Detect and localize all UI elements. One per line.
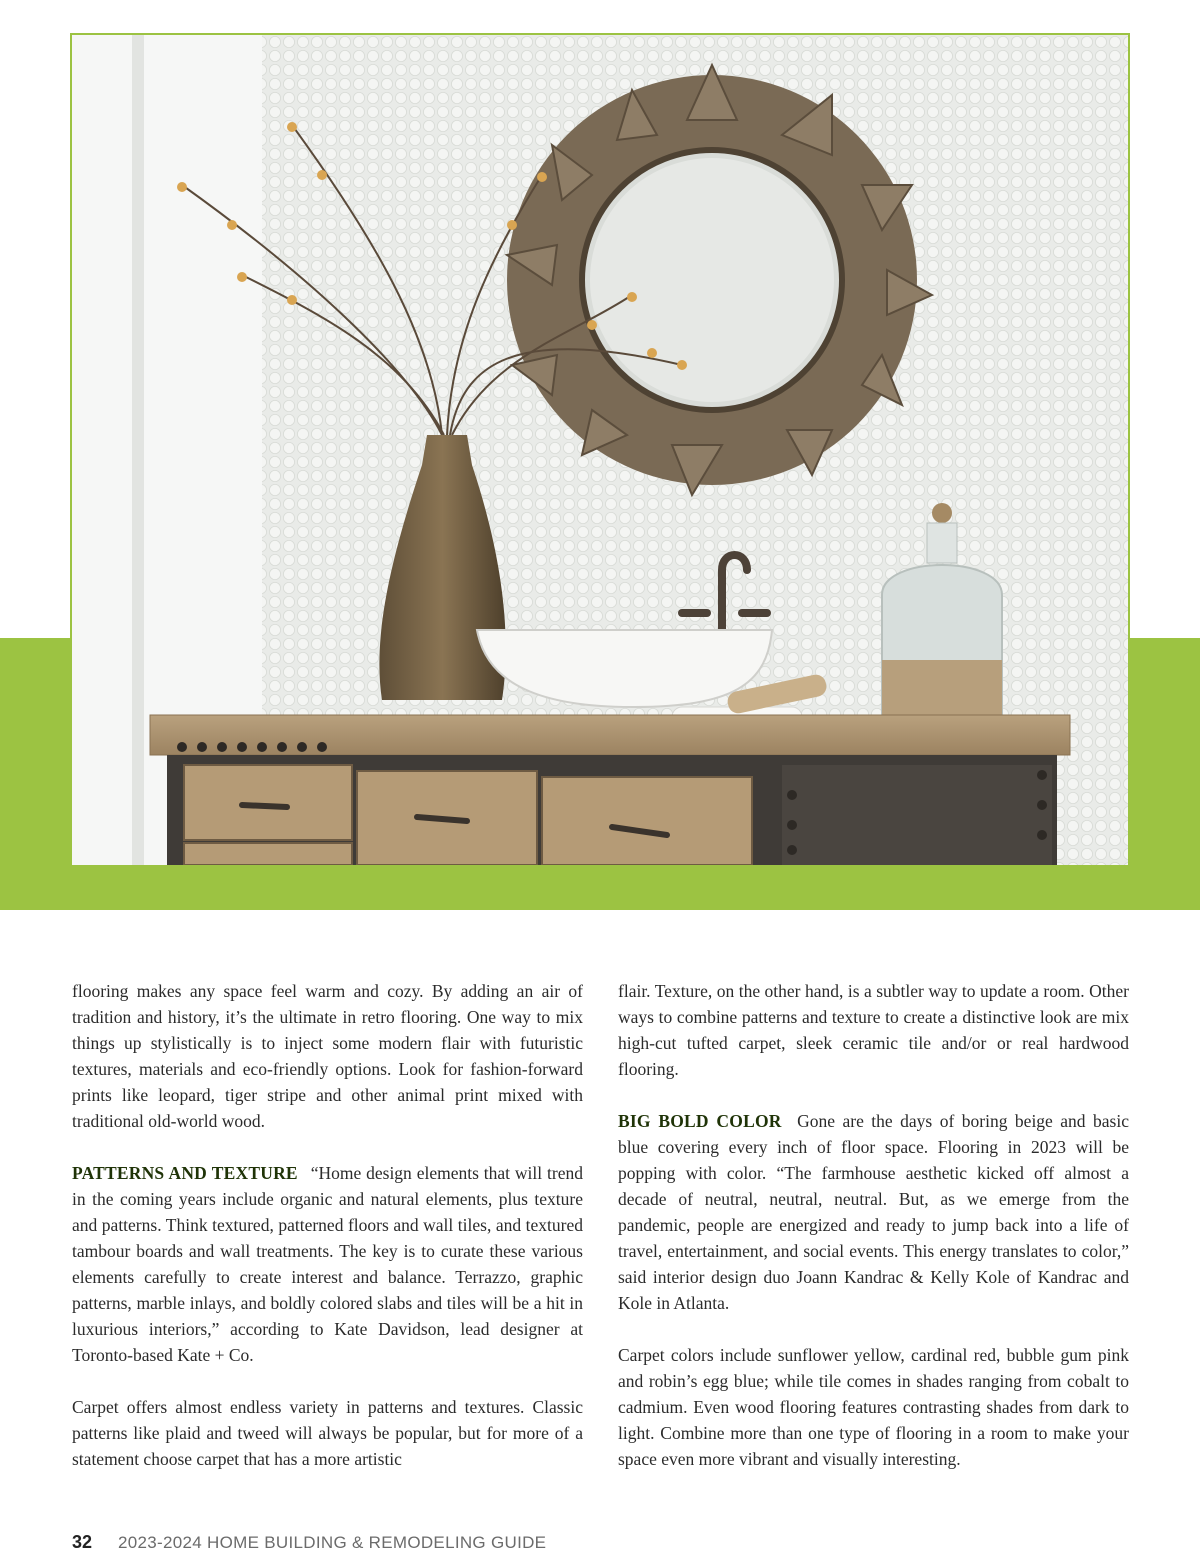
paragraph	[72, 1160, 583, 1368]
paragraph-text: Carpet colors include sunflower yellow, cardinal red, bubble gum pink and robin’s egg blue; while tile comes in shades ranging from cobalt to cadmium. Even wood flooring features contrasting shades from dark to light. Combine more than one type of flooring in a room to make your space even more vibrant and visually interesting.	[618, 1345, 1129, 1469]
paragraph-text: Gone are the days of boring beige and basic blue covering every inch of floor space. Flooring in 2023 will be popping with color. “The farmhouse aesthetic kicked off almost a decade of neutral, neutral, neutral. But, as we emerge from the pandemic, people are energized and ready to jump back into a life of travel, entertainment, and social events. This energy translates to color,” said interior design duo Joann Kandrac & Kelly Kole of Kandrac and Kole in Atlanta.	[618, 1111, 1129, 1313]
article-column-left	[72, 978, 583, 1472]
article-column-right	[618, 978, 1129, 1472]
paragraph	[618, 1108, 1129, 1316]
paragraph-text: “Home design elements that will trend in the coming years include organic and natural elements, plus texture and patterns. Think textured, patterned floors and wall tiles, and textured tambour boards and wall treatments. The key is to curate these various elements carefully to create interest and balance. Terrazzo, graphic patterns, marble inlays, and boldly colored slabs and tiles will be a hit in luxurious interiors,” according to Kate Davidson, lead designer at Toronto-based Kate + Co.	[72, 1163, 583, 1365]
page-number: 32	[72, 1532, 93, 1552]
section-heading-patterns: PATTERNS AND TEXTURE	[72, 1163, 298, 1183]
paragraph	[72, 1394, 583, 1472]
paragraph	[72, 978, 583, 1134]
page-footer	[72, 1532, 546, 1556]
vanity-illustration	[72, 35, 1128, 865]
vanity-cabinet	[167, 742, 1057, 865]
feature-photo	[70, 33, 1130, 867]
paragraph-text: Carpet offers almost endless variety in patterns and textures. Classic patterns like plaid and tweed will always be popular, but for more of a statement choose carpet that has a more artistic	[72, 1397, 583, 1469]
vanity-top	[150, 715, 1070, 755]
section-heading-color: BIG BOLD COLOR	[618, 1111, 782, 1131]
paragraph	[618, 1342, 1129, 1472]
paragraph-text: flair. Texture, on the other hand, is a subtler way to update a room. Other ways to combine patterns and texture to create a distinctive look are mix high-cut tufted carpet, sleek ceramic tile and/or or real hardwood flooring.	[618, 981, 1129, 1079]
paragraph	[618, 978, 1129, 1082]
publication-title: 2023-2024 HOME BUILDING & REMODELING GUIDE	[118, 1533, 547, 1552]
paragraph-text: flooring makes any space feel warm and cozy. By adding an air of tradition and history, it’s the ultimate in retro flooring. One way to mix things up stylistically is to inject some modern flair with futuristic textures, materials and eco-friendly options. Look for fashion-forward prints like leopard, tiger stripe and other animal print mixed with traditional old-world wood.	[72, 981, 583, 1131]
